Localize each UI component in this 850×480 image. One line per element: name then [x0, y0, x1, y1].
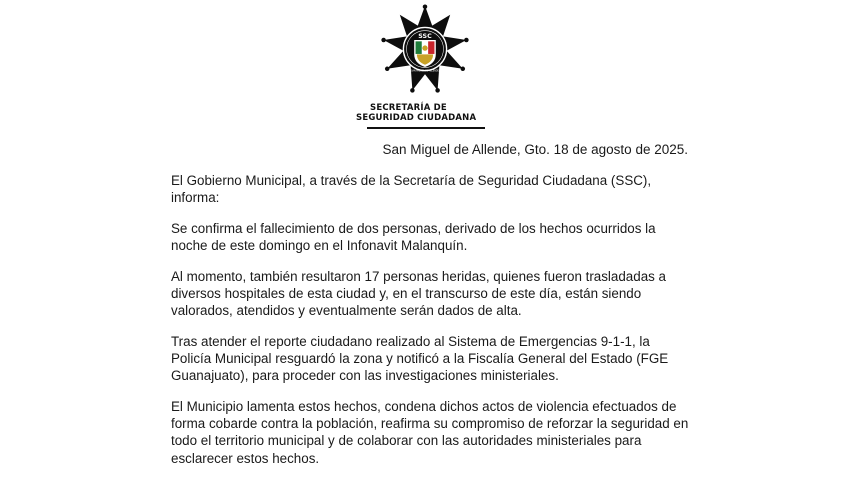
ssc-police-star-badge-icon [380, 4, 470, 94]
paragraph-condolence: El Municipio lamenta estos hechos, condena dichos actos de violencia efectuados de forma cobarde contra la población, reafirma su compromiso de reforzar la seguridad en todo el territorio municipal y de colaborar con las autoridades ministeriales para esclarecer estos hechos. [171, 399, 689, 466]
emblem-motto: SAN MIGUEL DE ALLENDE [411, 69, 439, 73]
emblem-label: SSC [418, 33, 432, 41]
org-name-line2: SEGURIDAD CIUDADANA [356, 113, 477, 123]
header-divider [367, 127, 485, 129]
statement-body [171, 172, 691, 480]
paragraph-response: Tras atender el reporte ciudadano realizado al Sistema de Emergencias 9-1-1, la Policía Municipal resguardó la zona y notificó a la Fiscalía General del Estado (FGE Guanajuato), para proceder con las investigaciones ministeriales. [171, 333, 669, 384]
paragraph-intro: El Gobierno Municipal, a través de la Secretaría de Seguridad Ciudadana (SSC), informa: [171, 173, 652, 206]
organization-name [356, 103, 496, 123]
org-name-line1: SECRETARÍA DE [370, 103, 447, 113]
date-location: San Miguel de Allende, Gto. 18 de agosto de 2025. [382, 142, 688, 157]
paragraph-injured: Al momento, también resultaron 17 personas heridas, quienes fueron trasladadas a diversos hospitales de esta ciudad y, en el transcurso de este día, están siendo valorados, atendidos y eventualmente serán dados de alta. [171, 268, 667, 319]
paragraph-fatalities: Se confirma el fallecimiento de dos personas, derivado de los hechos ocurridos la noche de este domingo en el Infonavit Malanquín. [171, 220, 656, 254]
